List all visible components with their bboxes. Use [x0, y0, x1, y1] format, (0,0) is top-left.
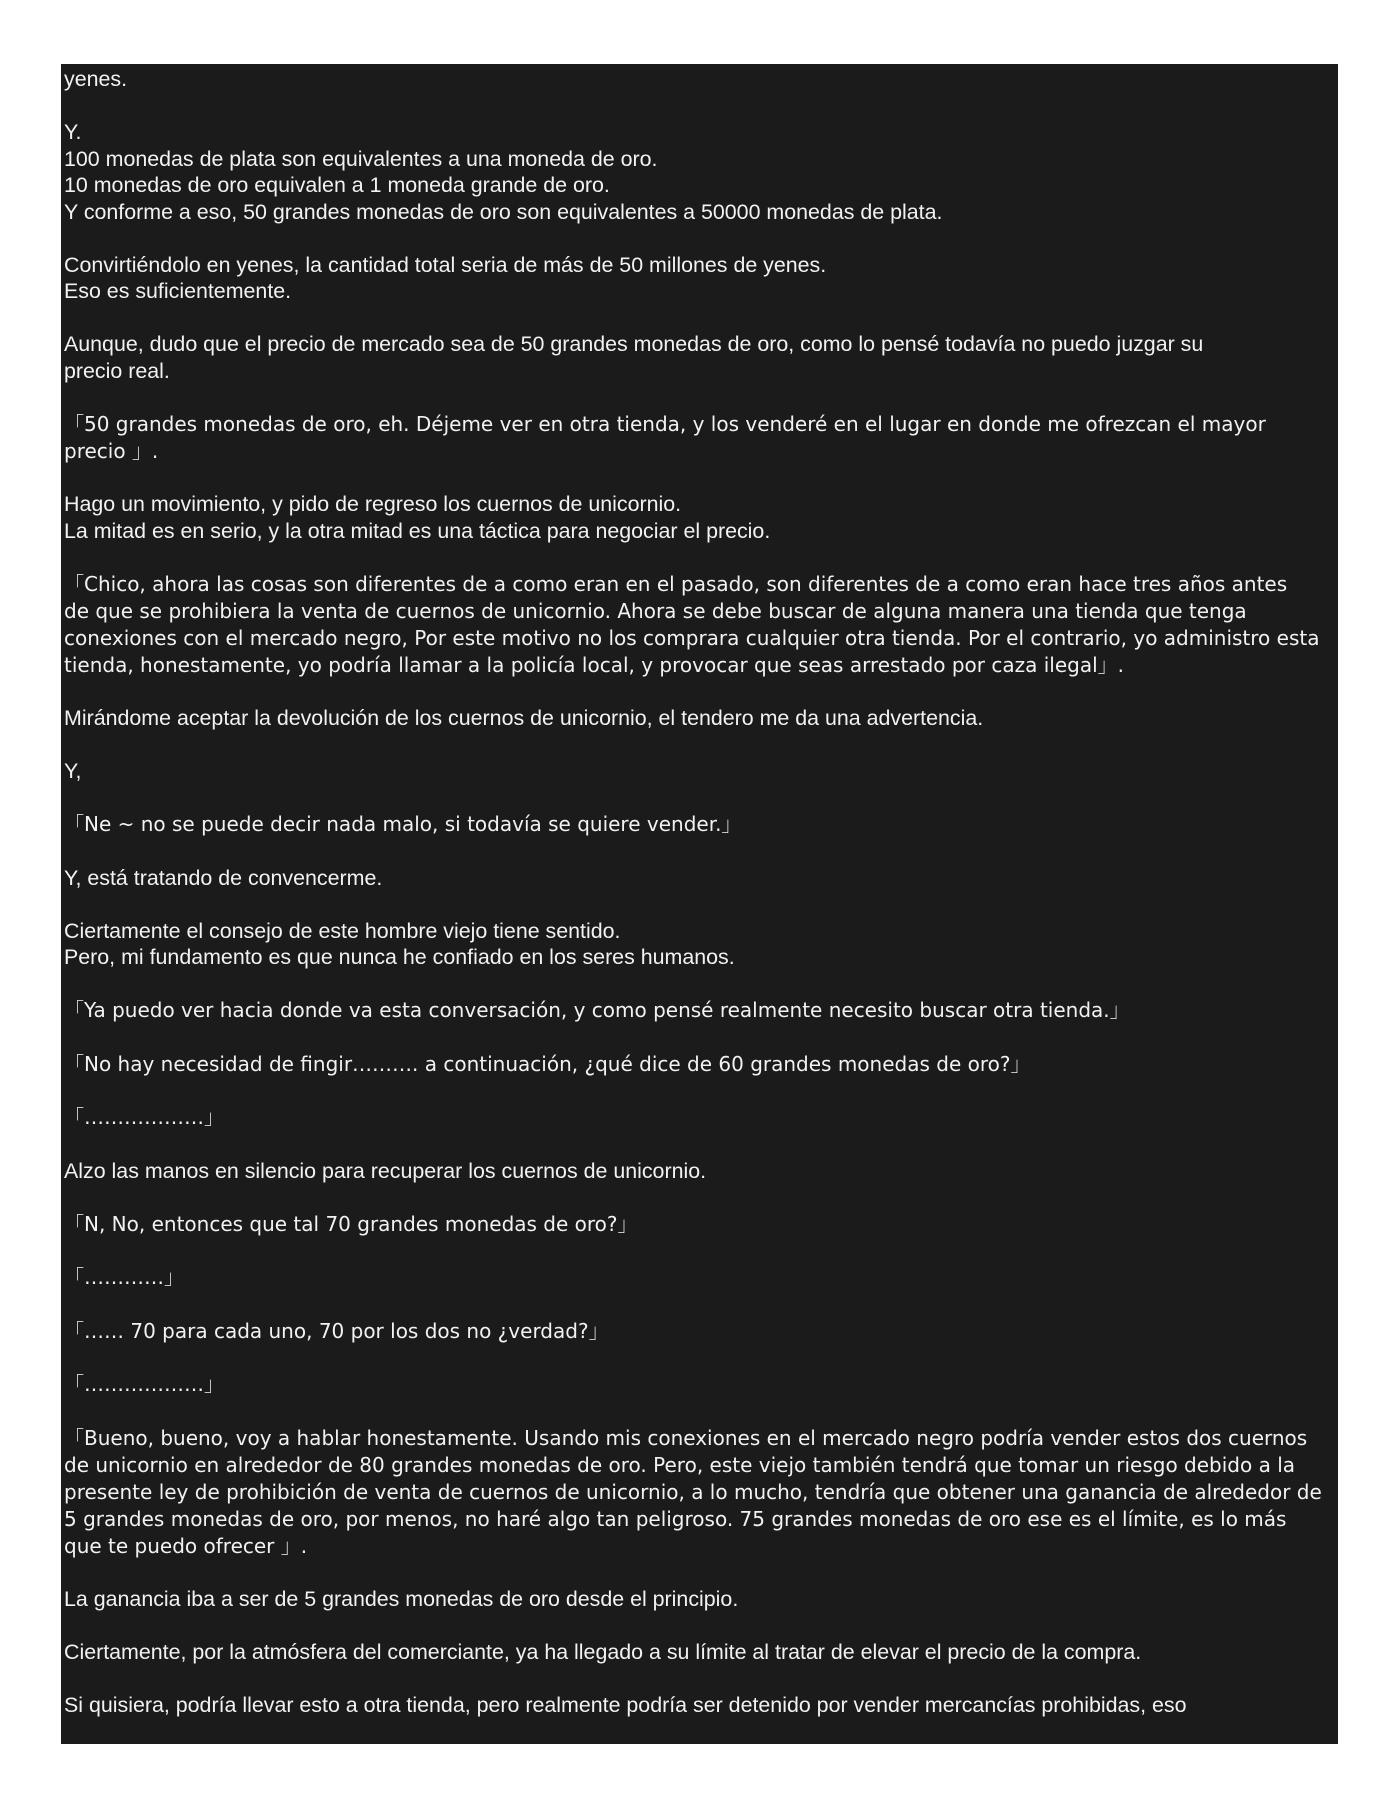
- text-line: Y,: [64, 759, 82, 783]
- document-page-panel: [61, 64, 1338, 1744]
- text-line: 「…………」: [64, 1265, 184, 1289]
- text-line: Ciertamente el consejo de este hombre viejo tiene sentido.: [64, 918, 621, 943]
- text-line: 「Ya puedo ver hacia donde va esta conversación, y como pensé realmente necesito buscar otra tienda.」: [64, 998, 1130, 1022]
- text-line: de unicornio en alrededor de 80 grandes monedas de oro. Pero, este viejo también tendrá que tomar un riesgo debido a la: [64, 1452, 1296, 1477]
- text-line: 「N, No, entonces que tal 70 grandes monedas de oro?」: [64, 1211, 638, 1236]
- dialogue-paragraph: [64, 411, 1334, 465]
- text-line: 100 monedas de plata son equivalentes a una moneda de oro.: [64, 146, 658, 171]
- text-line: Alzo las manos en silencio para recuperar los cuernos de unicornio.: [64, 1158, 707, 1183]
- text-line: precio 」.: [64, 438, 159, 463]
- text-line: 10 monedas de oro equivalen a 1 moneda grande de oro.: [64, 173, 610, 197]
- text-line: Convirtiéndolo en yenes, la cantidad total seria de más de 50 millones de yenes.: [64, 252, 827, 277]
- text-line: 「Bueno, bueno, voy a hablar honestamente. Usando mis conexiones en el mercado negro podría vender estos dos cuernos: [64, 1425, 1308, 1450]
- dialogue-paragraph: [64, 571, 1334, 679]
- document-text-body: [64, 66, 1334, 1744]
- text-line: La ganancia iba a ser de 5 grandes monedas de oro desde el principio.: [64, 1587, 739, 1611]
- text-line: Eso es suficientemente.: [64, 279, 292, 303]
- text-line: 「50 grandes monedas de oro, eh. Déjeme ver en otra tienda, y los venderé en el lugar en donde me ofrezcan el mayor: [64, 411, 1266, 436]
- narration-paragraph: [64, 331, 1334, 384]
- text-line: precio real.: [64, 358, 170, 383]
- text-line: Aunque, dudo que el precio de mercado sea de 50 grandes monedas de oro, como lo pensé todavía no puedo juzgar su: [64, 332, 1204, 356]
- text-line: Mirándome aceptar la devolución de los cuernos de unicornio, el tendero me da una advertencia.: [64, 706, 984, 730]
- narration-paragraph: [64, 865, 1334, 892]
- dialogue-paragraph: [64, 1371, 1334, 1398]
- narration-paragraph: [64, 705, 1334, 732]
- text-line: 「Chico, ahora las cosas son diferentes de a como eran en el pasado, son diferentes de a como eran hace tres años antes: [64, 571, 1288, 596]
- text-line: de que se prohibiera la venta de cuernos de unicornio. Ahora se debe buscar de alguna manera una tienda que tenga: [64, 598, 1247, 623]
- narration-paragraph: [64, 1158, 1334, 1185]
- text-line: Ciertamente, por la atmósfera del comerciante, ya ha llegado a su límite al tratar de elevar el precio de la compra.: [64, 1640, 1142, 1664]
- dialogue-paragraph: [64, 1104, 1334, 1131]
- text-line: yenes.: [64, 67, 128, 91]
- text-line: Y, está tratando de convencerme.: [64, 865, 383, 890]
- narration-paragraph: [64, 119, 1334, 225]
- dialogue-paragraph: [64, 1425, 1334, 1560]
- narration-paragraph: [64, 252, 1334, 305]
- dialogue-paragraph: [64, 1051, 1334, 1078]
- text-line: 「Ne ~ no se puede decir nada malo, si todavía se quiere vender.」: [64, 812, 742, 836]
- dialogue-paragraph: [64, 1264, 1334, 1291]
- text-line: Pero, mi fundamento es que nunca he confiado en los seres humanos.: [64, 945, 735, 969]
- text-line: 「…… 70 para cada uno, 70 por los dos no ¿verdad?」: [64, 1318, 609, 1343]
- text-line: Si quisiera, podría llevar esto a otra tienda, pero realmente podría ser detenido por vender mercancías prohibidas, eso: [64, 1693, 1187, 1717]
- text-line: 5 grandes monedas de oro, por menos, no haré algo tan peligroso. 75 grandes monedas de oro ese es el límite, es lo más: [64, 1506, 1287, 1531]
- text-line: 「………………」: [64, 1372, 224, 1396]
- narration-paragraph: [64, 1692, 1334, 1719]
- narration-paragraph: [64, 1586, 1334, 1613]
- text-line: 「No hay necesidad de fingir………. a continuación, ¿qué dice de 60 grandes monedas de oro?」: [64, 1051, 1031, 1076]
- text-line: que te puedo ofrecer 」.: [64, 1533, 308, 1558]
- dialogue-paragraph: [64, 811, 1334, 838]
- text-line: Hago un movimiento, y pido de regreso los cuernos de unicornio.: [64, 492, 682, 516]
- text-line: La mitad es en serio, y la otra mitad es una táctica para negociar el precio.: [64, 518, 771, 543]
- dialogue-paragraph: [64, 1318, 1334, 1345]
- text-line: 「………………」: [64, 1105, 224, 1129]
- narration-paragraph: [64, 758, 1334, 785]
- text-line: Y.: [64, 120, 82, 144]
- narration-paragraph: [64, 918, 1334, 971]
- text-line: presente ley de prohibición de venta de cuernos de unicornio, a lo mucho, tendría que obtener una ganancia de alrededor de: [64, 1479, 1322, 1504]
- text-line: tienda, honestamente, yo podría llamar a la policía local, y provocar que seas arrestado por caza ilegal」.: [64, 652, 1125, 677]
- text-line: Y conforme a eso, 50 grandes monedas de oro son equivalentes a 50000 monedas de plata.: [64, 199, 943, 224]
- text-line: conexiones con el mercado negro, Por este motivo no los comprara cualquier otra tienda. Por el contrario, yo administro esta: [64, 625, 1320, 650]
- narration-paragraph: [64, 491, 1334, 544]
- narration-paragraph: [64, 1639, 1334, 1666]
- narration-paragraph: [64, 66, 1334, 93]
- dialogue-paragraph: [64, 1211, 1334, 1238]
- dialogue-paragraph: [64, 997, 1334, 1024]
